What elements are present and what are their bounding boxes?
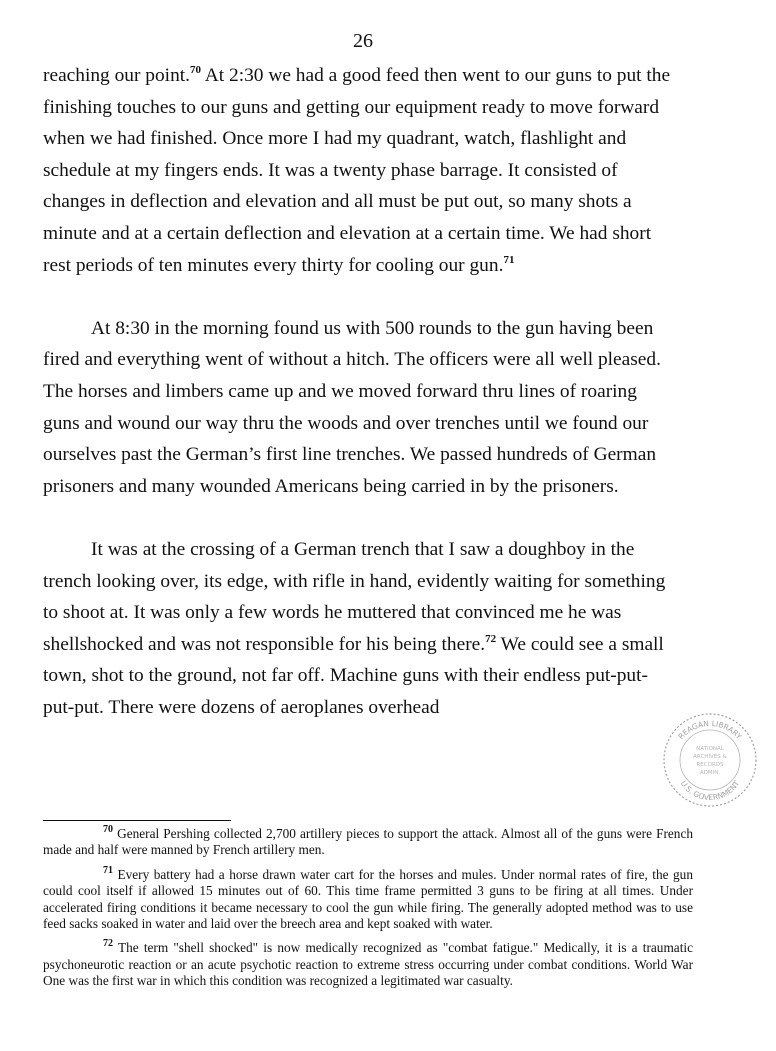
- seal-top-text: REAGAN LIBRARY: [676, 718, 744, 741]
- footnotes: [43, 826, 693, 998]
- footnote-ref-71: 71: [503, 253, 515, 266]
- svg-text:U.S. GOVERNMENT: [679, 779, 742, 802]
- footnote-ref-70: 70: [190, 64, 202, 76]
- seal-inner-line: ARCHIVES &: [693, 754, 727, 760]
- footnote-rule: [43, 820, 231, 821]
- paragraph-3: [43, 534, 673, 724]
- body-text: [43, 60, 673, 755]
- paragraph-1-text-b: At 2:30 we had a good feed then went to our guns to put the finishing touches to our guns and getting our equipment ready to move forward when we had finished. Once more I had my quadrant, watch, flashlight and schedule at my fingers ends. It was a twenty phase barrage. It consisted of changes in deflection and elevation and all must be put out, so many shots a minute and at a certain deflection and elevation at a certain time. We had short rest periods of ten minutes every thirty for cooling our gun.: [43, 65, 671, 276]
- footnote-72: [43, 940, 693, 989]
- footnote-text: The term "shell shocked" is now medically recognized as "combat fatigue." Medically, it is a traumatic psychoneurotic reaction or an acute psychotic reaction to extreme stress occurring under combat conditions. World War One was the first war in which this condition was recognized a legitimated war casualty.: [43, 940, 693, 989]
- paragraph-1-text-a: reaching our point.: [43, 65, 191, 86]
- paragraph-3-text-b: We could see a small town, shot to the ground, not far off. Machine guns with their endless put-put-put-put. There were dozens of aeroplanes overhead: [43, 633, 664, 718]
- footnote-text: Every battery had a horse drawn water cart for the horses and mules. Under normal rates of fire, the gun could cool itself if allowed 15 minutes out of 60. This time frame permitted 3 guns to be firing at all times. Under accelerated firing conditions it became necessary to cool the gun while firing. The generally adopted method was to use feed sacks soaked in water and laid over the breech area and kept soaked with water.: [43, 866, 693, 932]
- seal-inner-line: RECORDS: [696, 762, 724, 768]
- footnote-70: [43, 826, 693, 859]
- seal-bottom-text: U.S. GOVERNMENT: [678, 779, 742, 803]
- footnote-number: 71: [103, 864, 113, 876]
- footnote-ref-72: 72: [485, 632, 497, 645]
- footnote-text: General Pershing collected 2,700 artillery pieces to support the attack. Almost all of the guns were French made and half were manned by French artillery men.: [43, 826, 693, 858]
- paragraph-2: [43, 313, 673, 503]
- footnote-71: [43, 864, 693, 933]
- paragraph-1: [43, 60, 673, 281]
- paragraph-3-text-a: It was at the crossing of a German trench that I saw a doughboy in the trench looking over, its edge, with rifle in hand, evidently waiting for something to shoot at. It was only a few words he muttered that convinced me he was shellshocked and was not responsible for his being there.: [43, 538, 666, 655]
- footnote-number: 70: [103, 824, 113, 835]
- library-seal-stamp: [660, 710, 760, 810]
- paragraph-2-text: At 8:30 in the morning found us with 500 rounds to the gun having been fired and everything went of without a hitch. The officers were all well pleased. The horses and limbers came up and we moved forward thru lines of roaring guns and wound our way thru the woods and over trenches until we found our ourselves past the German’s first line trenches. We passed hundreds of German prisoners and many wounded Americans being carried in by the prisoners.: [43, 317, 661, 497]
- seal-inner-line: NATIONAL: [696, 746, 724, 752]
- page-number: 26: [353, 30, 373, 52]
- seal-inner-line: ADMIN.: [699, 770, 721, 776]
- footnote-number: 72: [103, 938, 113, 950]
